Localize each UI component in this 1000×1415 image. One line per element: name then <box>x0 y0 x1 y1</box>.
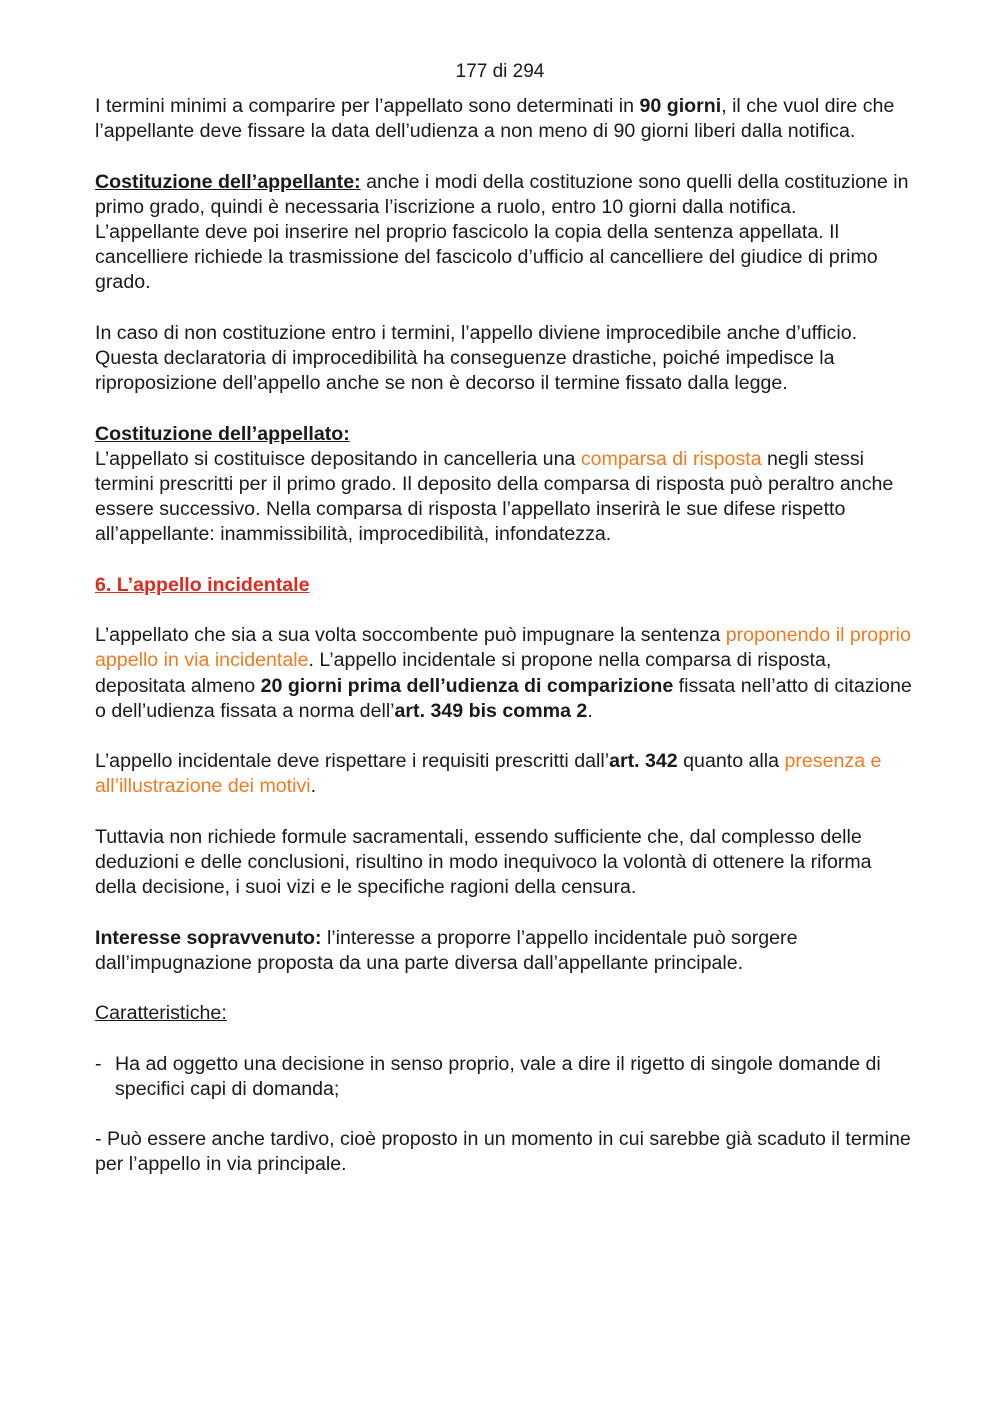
text: . <box>310 775 317 798</box>
paragraph-non-costituzione: In caso di non costituzione entro i termini, l’appello diviene improcedibile anche d’ufficio. <box>95 321 858 344</box>
text: fissata nell’atto di citazione o dell’udienza fissata a norma dell’ <box>95 674 912 722</box>
paragraph-improcedibilita: Questa declaratoria di improcedibilità ha conseguenze drastiche, poiché impedisce la riproposizione dell’appello anche se non è decorso il termine fissato dalla legge. <box>95 347 835 395</box>
bold-text: 20 giorni prima dell’udienza di comparizione <box>260 674 674 697</box>
subheading-costituzione-appellato: Costituzione dell’appellato: <box>95 422 350 445</box>
text: L’appello incidentale deve rispettare i requisiti prescritti dall’ <box>95 750 610 773</box>
text: , il che vuol dire che l’appellante deve fissare la data dell’udienza a non meno di 90 giorni liberi dalla notifica. <box>95 95 895 143</box>
text: I termini minimi a comparire per l’appellato sono determinati in <box>95 95 640 117</box>
highlight-text: presenza e all’illustrazione dei motivi <box>95 750 882 798</box>
text: . L’appello incidentale si propone nella comparsa di risposta, depositata almeno <box>95 649 832 697</box>
text: l’interesse a proporre l’appello incidentale può sorgere dall’impugnazione proposta da una parte diversa dall’appellante principale. <box>95 926 798 974</box>
paragraph-tardivo: - Può essere anche tardivo, cioè proposto in un momento in cui sarebbe già scaduto il termine per l’appello in via principale. <box>95 1128 911 1176</box>
text: anche i modi della costituzione sono quelli della costituzione in primo grado, quindi è necessaria l’iscrizione a ruolo, entro 10 giorni dalla notifica. <box>95 170 909 218</box>
bold-text: art. 342 <box>609 750 678 773</box>
paragraph-interesse <box>95 926 915 976</box>
paragraph-costituzione-appellato <box>95 447 915 548</box>
section-heading: 6. L’appello incidentale <box>95 573 310 596</box>
subheading-costituzione-appellante: Costituzione dell’appellante: <box>95 170 361 193</box>
list-item-text: Ha ad oggetto una decisione in senso proprio, vale a dire il rigetto di singole domande di specifici capi di domanda; <box>115 1052 881 1100</box>
paragraph-appello-incidentale <box>95 623 915 724</box>
subheading-caratteristiche: Caratteristiche: <box>95 1002 227 1025</box>
highlight-text: proponendo il proprio appello in via incidentale <box>95 624 911 672</box>
text: L’appellato si costituisce depositando in cancelleria una <box>95 447 581 470</box>
paragraph-requisiti <box>95 749 915 799</box>
paragraph-costituzione-appellante <box>95 170 915 220</box>
bold-text: Interesse sopravvenuto: <box>95 926 322 949</box>
page-number: 177 di 294 <box>455 61 545 82</box>
list-dash: - <box>95 1052 102 1075</box>
paragraph-fascicolo: L’appellante deve poi inserire nel proprio fascicolo la copia della sentenza appellata. Il cancelliere richiede la trasmissione del fascicolo d’ufficio al cancelliere del giudice di primo grado. <box>95 221 878 294</box>
bold-text: 90 giorni <box>639 95 722 117</box>
text: negli stessi termini prescritti per il primo grado. Il deposito della comparsa di risposta può peraltro anche essere successivo. Nella comparsa di risposta l’appellato inserirà le sue difese rispetto all’appellante: inammissibilità, improcedibilità, infondatezza. <box>95 447 894 546</box>
text: quanto alla <box>677 750 785 773</box>
text: L’appellato che sia a sua volta soccombente può impugnare la sentenza <box>95 624 726 647</box>
highlight-text: comparsa di risposta <box>580 447 762 470</box>
document-body <box>95 94 915 1178</box>
paragraph-termini <box>95 94 915 144</box>
bold-text: art. 349 bis comma 2 <box>394 699 588 722</box>
text: . <box>587 699 593 722</box>
list-item <box>95 1052 915 1102</box>
paragraph-formule: Tuttavia non richiede formule sacramentali, essendo sufficiente che, dal complesso delle deduzioni e delle conclusioni, risultino in modo inequivoco la volontà di ottenere la riforma della decisione, i suoi vizi e le specifiche ragioni della censura. <box>95 825 872 899</box>
